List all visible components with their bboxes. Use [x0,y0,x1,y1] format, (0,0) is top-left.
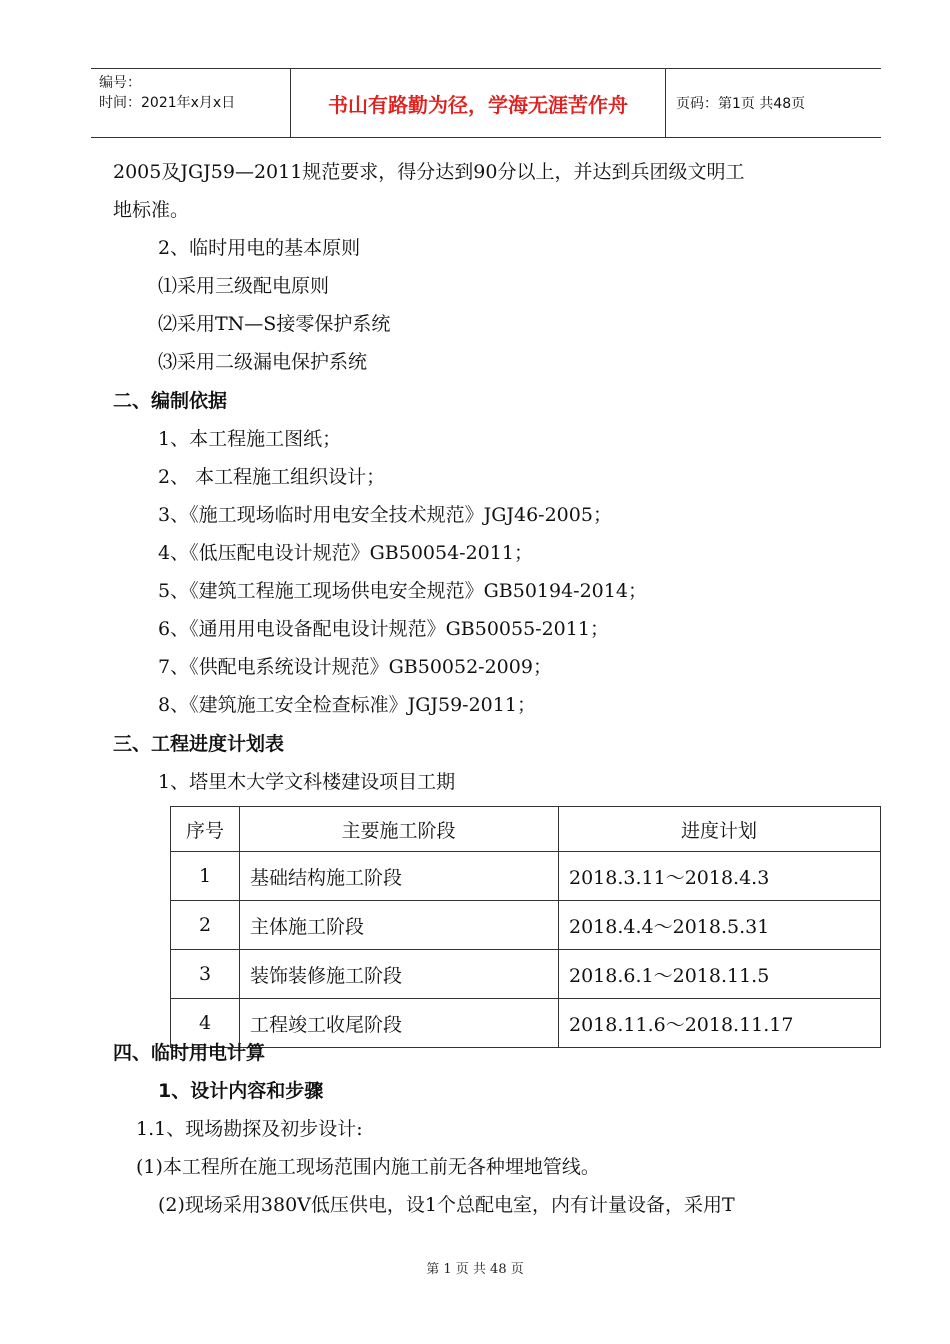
time-label: 时间：2021年x月x日 [99,95,236,111]
section-subtitle: 1、塔里木大学文科楼建设项目工期 [158,771,456,793]
list-item: ⑵采用TN—S接零保护系统 [158,313,391,335]
table-row [171,999,881,1048]
section-heading: 三、工程进度计划表 [113,733,285,755]
schedule-table [170,806,881,1048]
section-subtitle: 2、临时用电的基本原则 [158,237,361,259]
list-item: 4、《低压配电设计规范》GB50054-2011； [158,542,533,564]
header-page-info: 页码：第1页 共48页 [676,96,806,112]
table-cell: 4 [171,999,240,1048]
section-heading: 四、临时用电计算 [113,1042,266,1064]
list-item: ⑶采用二级漏电保护系统 [158,351,368,373]
table-cell: 2018.6.1～2018.11.5 [559,950,881,999]
column-header: 主要施工阶段 [240,807,559,852]
subsection-heading: 1、设计内容和步骤 [158,1080,324,1102]
header-meta [91,69,291,137]
table-row [171,852,881,901]
list-item: 1、本工程施工图纸； [158,428,342,450]
table-cell: 1 [171,852,240,901]
body-line: 地标准。 [113,199,190,221]
list-item: 5、《建筑工程施工现场供电安全规范》GB50194-2014； [158,580,647,602]
table-row [171,901,881,950]
table-cell: 基础结构施工阶段 [240,852,559,901]
section-heading: 二、编制依据 [113,390,228,412]
body-line: 1.1、现场勘探及初步设计: [136,1118,363,1140]
table-cell: 装饰装修施工阶段 [240,950,559,999]
column-header: 序号 [171,807,240,852]
column-header: 进度计划 [559,807,881,852]
table-row [171,950,881,999]
table-cell: 3 [171,950,240,999]
table-cell: 主体施工阶段 [240,901,559,950]
body-line: (2)现场采用380V低压供电，设1个总配电室，内有计量设备，采用T [158,1194,735,1216]
code-label: 编号： [99,75,141,91]
table-cell: 2018.11.6～2018.11.17 [559,999,881,1048]
list-item: ⑴采用三级配电原则 [158,275,330,297]
body-line: (1)本工程所在施工现场范围内施工前无各种埋地管线。 [136,1156,600,1178]
list-item: 3、《施工现场临时用电安全技术规范》JGJ46-2005； [158,504,612,526]
header-motto: 书山有路勤为径，学海无涯苦作舟 [291,69,666,137]
page-footer: 第 1 页 共 48 页 [426,1262,524,1277]
table-cell: 工程竣工收尾阶段 [240,999,559,1048]
table-header-row [171,807,881,852]
page-header [91,68,881,138]
list-item: 2、 本工程施工组织设计； [158,466,386,488]
table-cell: 2018.3.11～2018.4.3 [559,852,881,901]
list-item: 7、《供配电系统设计规范》GB50052-2009； [158,656,552,678]
list-item: 8、《建筑施工安全检查标准》JGJ59-2011； [158,694,536,716]
table-cell: 2 [171,901,240,950]
table-cell: 2018.4.4～2018.5.31 [559,901,881,950]
body-line: 2005及JGJ59—2011规范要求，得分达到90分以上，并达到兵团级文明工 [113,161,745,183]
list-item: 6、《通用用电设备配电设计规范》GB50055-2011； [158,618,609,640]
